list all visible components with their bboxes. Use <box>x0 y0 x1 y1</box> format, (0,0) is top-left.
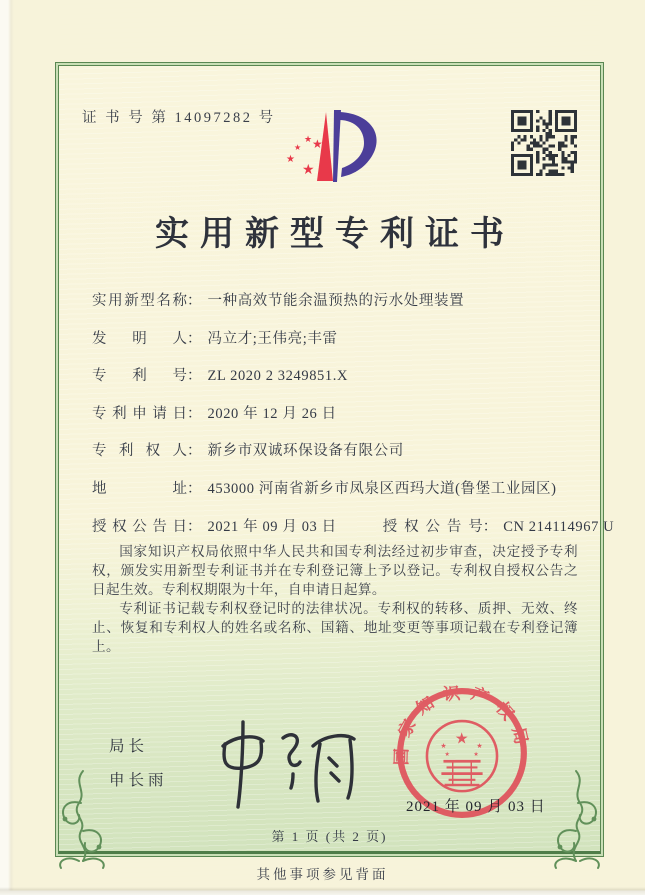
star-icon: ★ <box>294 143 302 152</box>
star-icon: ★ <box>454 730 469 748</box>
svg-text:国家知识产权局 <box>392 683 533 765</box>
field-value: 2021 年 09 月 03 日 <box>207 518 337 535</box>
corner-flourish-left-icon <box>53 769 115 869</box>
field-label: 地址 <box>92 480 187 497</box>
field-value: 453000 河南省新乡市凤泉区西玛大道(鲁堡工业园区) <box>207 480 557 497</box>
star-icon: ★ <box>312 137 323 151</box>
colon: ： <box>187 330 202 347</box>
field-list <box>92 289 615 552</box>
field-label: 专利权人 <box>92 443 187 460</box>
page-number: 第 1 页 (共 2 页) <box>271 829 388 844</box>
star-icon: ★ <box>302 163 315 178</box>
colon: ： <box>187 518 202 535</box>
director-name: 申长雨 <box>109 772 168 789</box>
certificate-title: 实用新型专利证书 <box>155 216 515 253</box>
colon: ： <box>187 405 202 422</box>
field-value: 冯立才;王伟亮;丰雷 <box>207 330 338 347</box>
field-value: 2020 年 12 月 26 日 <box>207 405 337 422</box>
field-row-patentee <box>92 439 584 477</box>
star-icon: ★ <box>286 154 295 165</box>
field-label: 授权公告日 <box>92 518 187 535</box>
field-value: 新乡市双诚环保设备有限公司 <box>207 443 404 460</box>
seal-emblem-gate <box>441 761 482 785</box>
field-row-inventors <box>92 327 584 365</box>
legal-text <box>92 542 578 656</box>
field-label: 实用新型名称 <box>92 293 187 309</box>
field-value: ZL 2020 2 3249851.X <box>207 368 349 385</box>
star-icon: ★ <box>444 751 451 759</box>
field-row-filing-date <box>92 402 584 440</box>
star-icon: ★ <box>440 741 447 750</box>
seal-text: 国家知识产权局 <box>392 682 533 766</box>
qr-code <box>511 110 577 176</box>
star-icon: ★ <box>304 134 313 144</box>
director-signature <box>207 708 357 813</box>
colon: ： <box>187 443 202 460</box>
field-label: 专利申请日 <box>92 405 187 422</box>
field-row-patent-no <box>92 364 584 402</box>
director-block <box>109 734 168 802</box>
decorative-frame <box>55 62 615 857</box>
field-label: 专利号 <box>92 368 187 385</box>
field-value: 一种高效节能余温预热的污水处理装置 <box>207 293 465 309</box>
logo-blue-bowl <box>339 112 377 177</box>
back-note: 其他事项参见背面 <box>256 867 389 882</box>
colon: ： <box>482 518 498 535</box>
colon: ： <box>187 368 202 385</box>
corner-flourish-right-icon <box>544 769 606 869</box>
frame-inner <box>58 65 615 854</box>
field-label: 授权公告号 <box>382 518 483 535</box>
colon: ： <box>187 480 202 497</box>
star-icon: ★ <box>473 751 479 759</box>
field-value: CN 214114967 U <box>503 518 615 535</box>
star-icon: ★ <box>476 741 483 750</box>
colon: ： <box>187 293 202 309</box>
field-row-name <box>92 289 584 327</box>
field-row-address <box>92 477 584 515</box>
field-label: 发明人 <box>92 330 187 347</box>
director-title: 局长 <box>109 738 149 755</box>
logo-blue-stem <box>333 110 341 182</box>
seal-date: 2021 年 09 月 03 日 <box>406 799 546 815</box>
legal-paragraph-1: 国家知识产权局依照中华人民共和国专利法经过初步审查，决定授予专利权，颁发实用新型专利证书并在专利登记簿上予以登记。专利权自授权公告之日起生效。专利权期限为十年，自申请日起算。 <box>92 544 578 597</box>
cnipa-logo-icon <box>274 100 399 212</box>
certificate-number: 证 书 号 第 14097282 号 <box>82 110 276 126</box>
legal-paragraph-2: 专利证书记载专利权登记时的法律状况。专利权的转移、质押、无效、终止、恢复和专利权人的姓名或名称、国籍、地址变更等事项记载在专利登记簿上。 <box>92 601 578 654</box>
